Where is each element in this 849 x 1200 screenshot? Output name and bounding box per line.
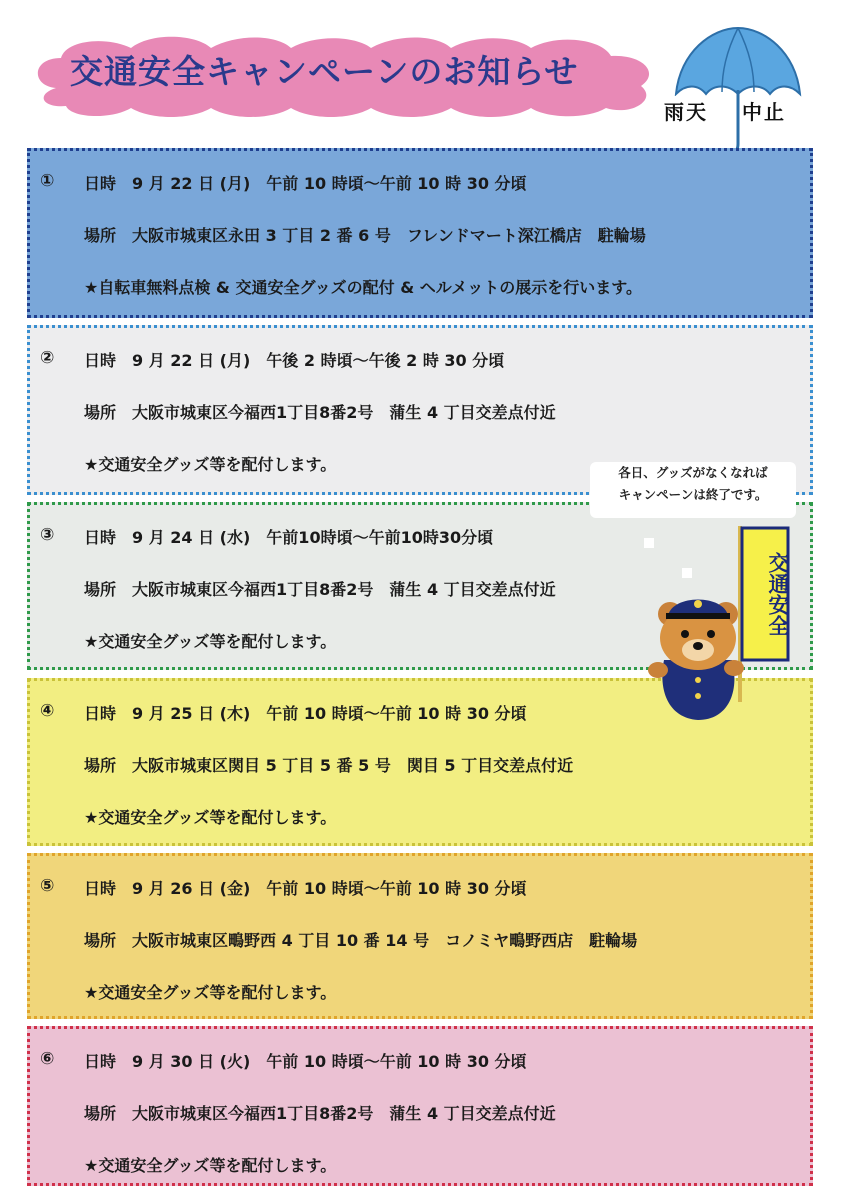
- event-datetime: 日時 9 月 25 日 (木) 午前 10 時頃～午前 10 時 30 分頃: [84, 704, 527, 723]
- event-location: 場所 大阪市城東区鴫野西 4 丁目 10 番 14 号 コノミヤ鴫野西店 駐輪場: [84, 931, 638, 950]
- event-datetime: 日時 9 月 30 日 (火) 午前 10 時頃～午前 10 時 30 分頃: [84, 1052, 527, 1071]
- umbrella-icon: [666, 22, 806, 162]
- event-description: ★交通安全グッズ等を配付します。: [84, 455, 337, 474]
- event-description: ★交通安全グッズ等を配付します。: [84, 983, 337, 1002]
- notice-line-2: キャンペーンは終了です。: [618, 487, 768, 502]
- rain-label-right: 中止: [740, 96, 788, 125]
- event-datetime: 日時 9 月 22 日 (月) 午後 2 時頃～午後 2 時 30 分頃: [84, 351, 505, 370]
- event-datetime: 日時 9 月 26 日 (金) 午前 10 時頃～午前 10 時 30 分頃: [84, 879, 527, 898]
- event-number: ⑤: [40, 876, 55, 896]
- flag-label: 交通安全: [766, 552, 790, 636]
- event-description: ★交通安全グッズ等を配付します。: [84, 808, 337, 827]
- event-datetime: 日時 9 月 22 日 (月) 午前 10 時頃～午前 10 時 30 分頃: [84, 174, 527, 193]
- event-description: ★交通安全グッズ等を配付します。: [84, 1156, 337, 1175]
- event-datetime: 日時 9 月 24 日 (水) 午前10時頃～午前10時30分頃: [84, 528, 494, 547]
- rain-label-left: 雨天: [662, 96, 710, 125]
- event-box: [27, 1026, 813, 1186]
- event-number: ④: [40, 701, 55, 721]
- event-location: 場所 大阪市城東区今福西1丁目8番2号 蒲生 4 丁目交差点付近: [84, 580, 556, 599]
- notice-note: [590, 462, 796, 518]
- event-number: ①: [40, 171, 55, 191]
- notice-line-1: 各日、グッズがなくなれば: [618, 465, 768, 480]
- event-location: 場所 大阪市城東区永田 3 丁目 2 番 6 号 フレンドマート深江橋店 駐輪場: [84, 226, 646, 245]
- rain-cancel-label: [662, 96, 802, 125]
- event-box: [27, 853, 813, 1019]
- event-description: ★自転車無料点検 & 交通安全グッズの配付 & ヘルメットの展示を行います。: [84, 278, 642, 297]
- event-location: 場所 大阪市城東区今福西1丁目8番2号 蒲生 4 丁目交差点付近: [84, 403, 556, 422]
- event-number: ②: [40, 348, 55, 368]
- event-box: [27, 148, 813, 318]
- page-title: 交通安全キャンペーンのお知らせ: [70, 52, 579, 91]
- event-description: ★交通安全グッズ等を配付します。: [84, 632, 337, 651]
- event-location: 場所 大阪市城東区今福西1丁目8番2号 蒲生 4 丁目交差点付近: [84, 1104, 556, 1123]
- event-location: 場所 大阪市城東区関目 5 丁目 5 番 5 号 関目 5 丁目交差点付近: [84, 756, 574, 775]
- event-number: ③: [40, 525, 55, 545]
- event-number: ⑥: [40, 1049, 55, 1069]
